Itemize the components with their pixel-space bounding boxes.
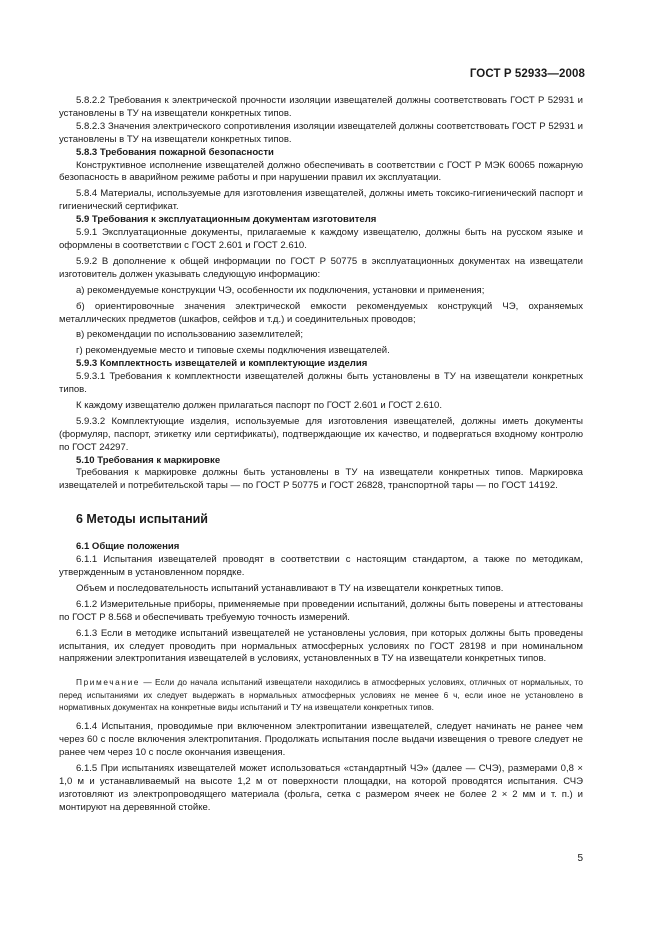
heading-5-9: 5.9 Требования к эксплуатационным документам изготовителя [76,214,377,226]
paragraph-6-1-2: 6.1.2 Измерительные приборы, применяемые при проведении испытаний, должны быть поверены и аттестованы по ГОСТ Р 8.568 и обеспечивать требуемую точность измерений. [59,598,583,623]
document-header: ГОСТ Р 52933—2008 [469,68,585,80]
note [59,676,583,713]
paragraph-5-8-4: 5.8.4 Материалы, используемые для изготовления извещателей, должны иметь токсико-гигиенический паспорт и гигиенический сертификат. [59,188,583,213]
section-heading-6: 6 Методы испытаний [76,512,208,527]
heading-5-8-3: 5.8.3 Требования пожарной безопасности [76,146,274,158]
paragraph-scope: Объем и последовательность испытаний устанавливают в ТУ на извещатели конкретных типов. [76,582,504,594]
list-item-v: в) рекомендации по использованию заземлителей; [76,329,303,341]
paragraph-5-9-1: 5.9.1 Эксплуатационные документы, прилагаемые к каждому извещателю, должны быть на русском языке и оформлены в соответствии с ГОСТ 2.601 и ГОСТ 2.610. [59,227,583,251]
paragraph-marking: Требования к маркировке должны быть установлены в ТУ на извещатели конкретных типов. Маркировка извещателей и потребительской тары — по ГОСТ Р 50775 и ГОСТ 26828, транспортной тары — по ГОСТ 14192. [59,467,583,492]
note-label: Примечание [76,677,141,688]
paragraph-fire-safety: Конструктивное исполнение извещателей должно обеспечивать в соответствии с ГОСТ Р МЭК 60065 пожарную безопасность в аварийном режиме работы и при нарушении правил их эксплуатации. [59,159,583,184]
list-item-b: б) ориентировочные значения электрической емкости рекомендуемых конструкций ЧЭ, охраняемых металлических предметов (шкафов, сейфов и т.д.) и соединительных проводов; [59,300,583,325]
paragraph-5-8-2-2: 5.8.2.2 Требования к электрической прочности изоляции извещателей должны соответствовать ГОСТ Р 52931 и установлены в ТУ на извещатели конкретных типов. [59,95,583,119]
paragraph-5-9-3-2: 5.9.3.2 Комплектующие изделия, используемые для изготовления извещателей, должны иметь документы (формуляр, паспорт, этикетку или сертификаты), подтверждающие их качество, и подвергаться входному контролю по ГОСТ 24297. [59,415,583,453]
document-body [59,95,583,815]
heading-5-10: 5.10 Требования к маркировке [76,454,221,466]
paragraph-5-9-3-1: 5.9.3.1 Требования к комплектности извещателей должны быть установлены в ТУ на извещатели конкретных типов. [59,371,583,396]
paragraph-5-8-2-3: 5.8.2.3 Значения электрического сопротивления изоляции извещателей должны соответствовать ГОСТ Р 52931 и установлены в ТУ на извещатели конкретных типов. [59,120,583,145]
list-item-a: а) рекомендуемые конструкции ЧЭ, особенности их подключения, установки и применения; [76,284,485,296]
paragraph-6-1-1: 6.1.1 Испытания извещателей проводят в соответствии с настоящим стандартом, а также по методикам, утвержденным в установленном порядке. [59,554,583,578]
heading-5-9-3: 5.9.3 Комплектность извещателей и комплектующие изделия [76,358,368,370]
heading-6-1: 6.1 Общие положения [76,541,180,553]
page-number: 5 [577,853,583,864]
list-item-g: г) рекомендуемые место и типовые схемы подключения извещателей. [76,345,390,357]
paragraph-6-1-4: 6.1.4 Испытания, проводимые при включенном электропитании извещателей, следует начинать не ранее чем через 60 с после включения электропитания. Продолжать испытания после выдачи извещения о тревоге следует не ранее чем через 10 с после окончания извещения. [59,721,583,759]
paragraph-6-1-5: 6.1.5 При испытаниях извещателей может использоваться «стандартный ЧЭ» (далее — СЧЭ), размерами 0,8 × 1,0 м и устанавливаемый на высоте 1,2 м от поверхности площадки, на которой проводятся испытания. СЧЭ изготовляют из электропроводящего материала (фольга, сетка с размером ячеек не более 2 × 2 мм и т. п.) и монтируют на деревянной стойке. [59,762,583,813]
paragraph-5-9-2: 5.9.2 В дополнение к общей информации по ГОСТ Р 50775 в эксплуатационных документах на извещатели изготовитель должен указывать следующую информацию: [59,255,583,280]
paragraph-6-1-3: 6.1.3 Если в методике испытаний извещателей не установлены условия, при которых должны быть проведены испытания, их следует проводить при нормальных атмосферных условиях по ГОСТ 28198 и при номинальном напряжении электропитания извещателей в условиях, установленных в ТУ на извещатели конкретных типов. [59,627,583,665]
paragraph-passport: К каждому извещателю должен прилагаться паспорт по ГОСТ 2.601 и ГОСТ 2.610. [76,399,443,411]
note-text: — Если до начала испытаний извещатели находились в атмосферных условиях, отличных от нормальных, то перед испытаниями их следует выдержать в нормальных атмосферных условиях не менее 6 ч, если иное не установлено в нормативных документах на конкретные виды испытаний и ТУ на извещатели конкретных типов. [59,677,583,712]
